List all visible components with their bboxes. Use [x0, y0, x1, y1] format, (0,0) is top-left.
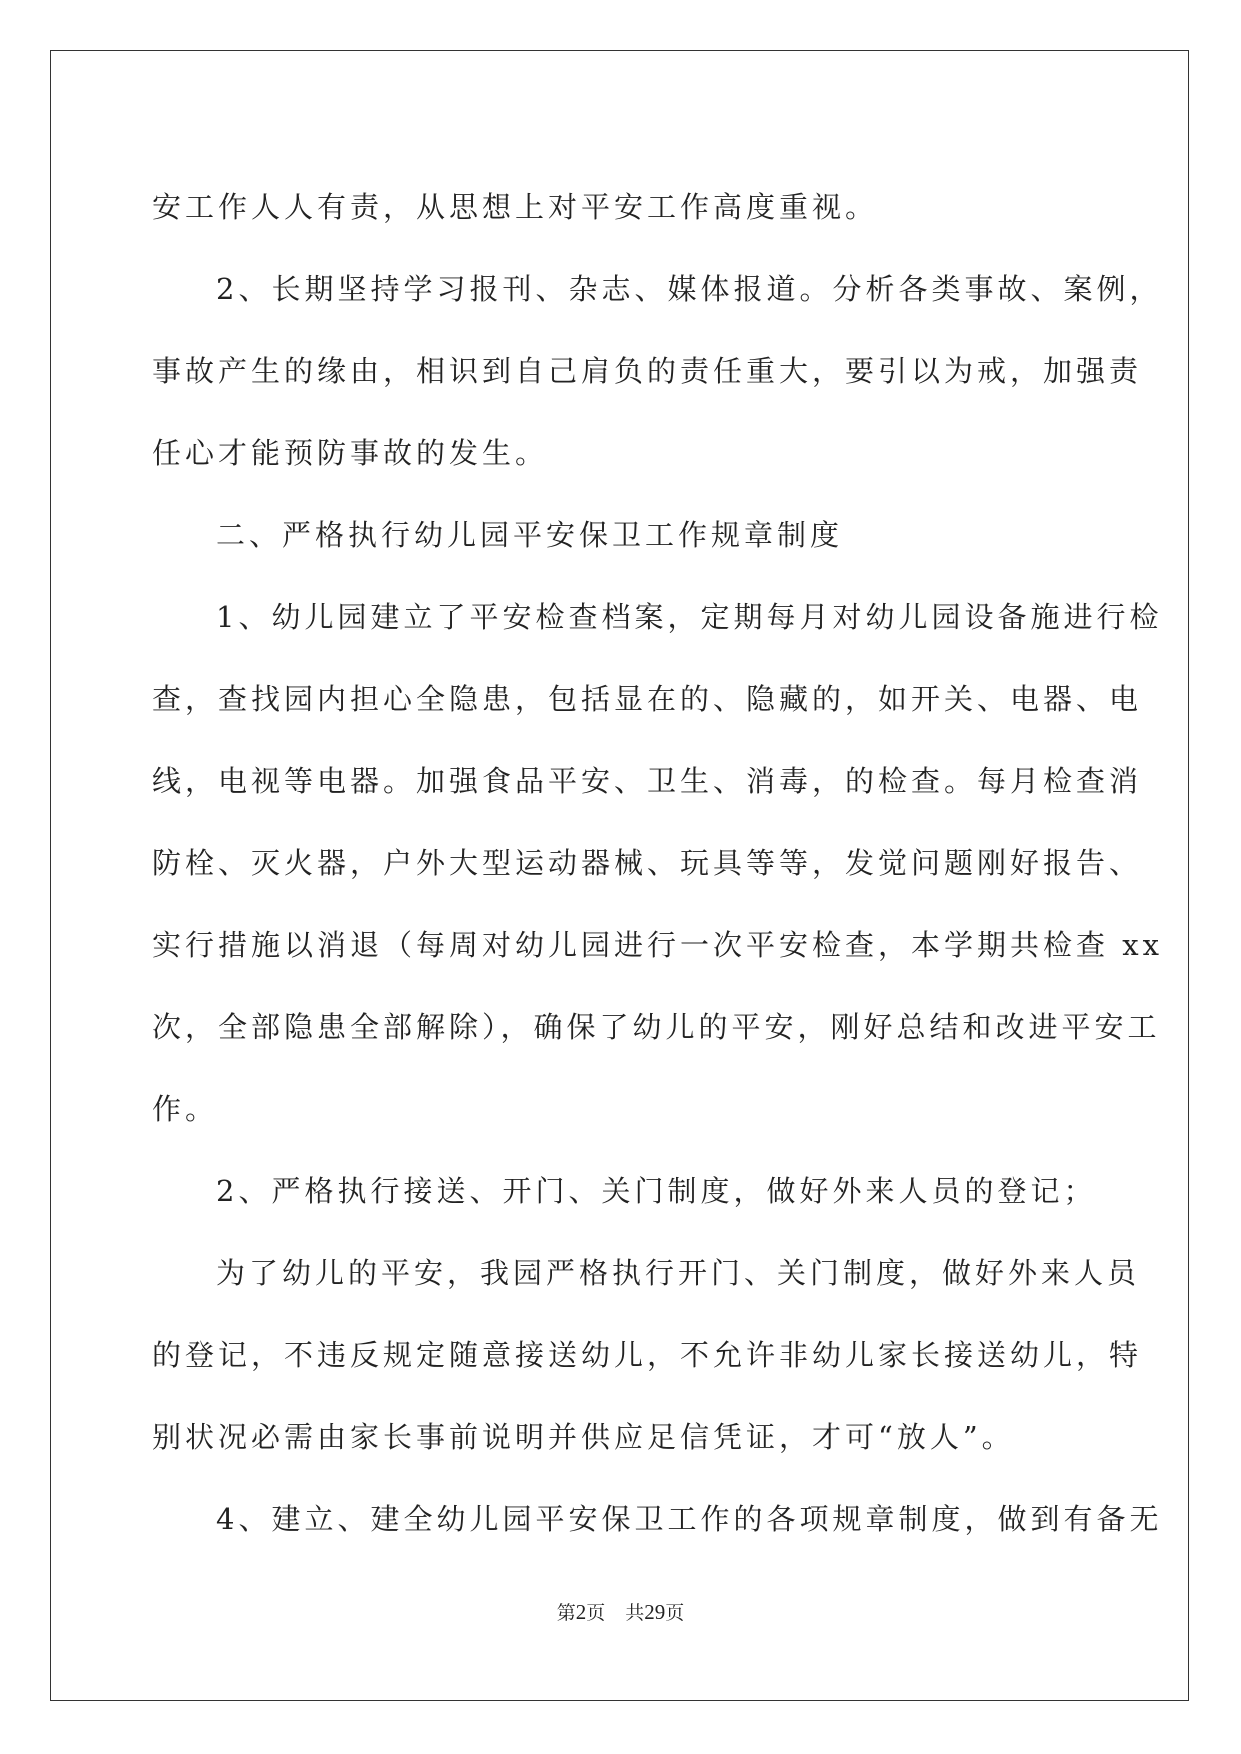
text-line: 安工作人人有责，从思想上对平安工作高度重视。 [152, 190, 879, 224]
text-line: 2、长期坚持学习报刊、杂志、媒体报道。分析各类事故、案例， [216, 272, 1163, 306]
text-line: 的登记，不违反规定随意接送幼儿，不允许非幼儿家长接送幼儿，特 [152, 1338, 1143, 1372]
footer-total-prefix: 共 [625, 1602, 645, 1624]
text-line: 作。 [152, 1092, 219, 1126]
text-line: 4、建立、建全幼儿园平安保卫工作的各项规章制度，做到有备无 [216, 1502, 1163, 1536]
text-line: 别状况必需由家长事前说明并供应足信凭证，才可“放人”。 [152, 1420, 1015, 1454]
text-line: 为了幼儿的平安，我园严格执行开门、关门制度，做好外来人员 [216, 1256, 1141, 1290]
text-line: 1、幼儿园建立了平安检查档案，定期每月对幼儿园设备施进行检 [216, 600, 1163, 634]
document-body [152, 166, 1163, 1560]
footer-page-number: 2 [575, 1600, 587, 1624]
text-line: 实行措施以消退（每周对幼儿园进行一次平安检查，本学期共检查 xx [152, 928, 1163, 962]
text-line: 防栓、灭火器，户外大型运动器械、玩具等等，发觉问题刚好报告、 [152, 846, 1143, 880]
footer-page-suffix: 页 [586, 1602, 606, 1624]
text-line: 任心才能预防事故的发生。 [152, 436, 549, 470]
text-line: 二、严格执行幼儿园平安保卫工作规章制度 [216, 518, 844, 552]
text-line: 次，全部隐患全部解除），确保了幼儿的平安，刚好总结和改进平安工 [152, 1010, 1161, 1044]
text-line: 事故产生的缘由，相识到自己肩负的责任重大，要引以为戒，加强责 [152, 354, 1143, 388]
text-line: 2、严格执行接送、开门、关门制度，做好外来人员的登记； [216, 1174, 1097, 1208]
footer-prefix: 第 [556, 1602, 576, 1624]
footer-total-suffix: 页 [665, 1602, 685, 1624]
page-footer [0, 1598, 1241, 1625]
text-line: 线，电视等电器。加强食品平安、卫生、消毒，的检查。每月检查消 [152, 764, 1143, 798]
text-line: 查，查找园内担心全隐患，包括显在的、隐藏的，如开关、电器、电 [152, 682, 1143, 716]
footer-total-pages: 29 [644, 1600, 666, 1624]
